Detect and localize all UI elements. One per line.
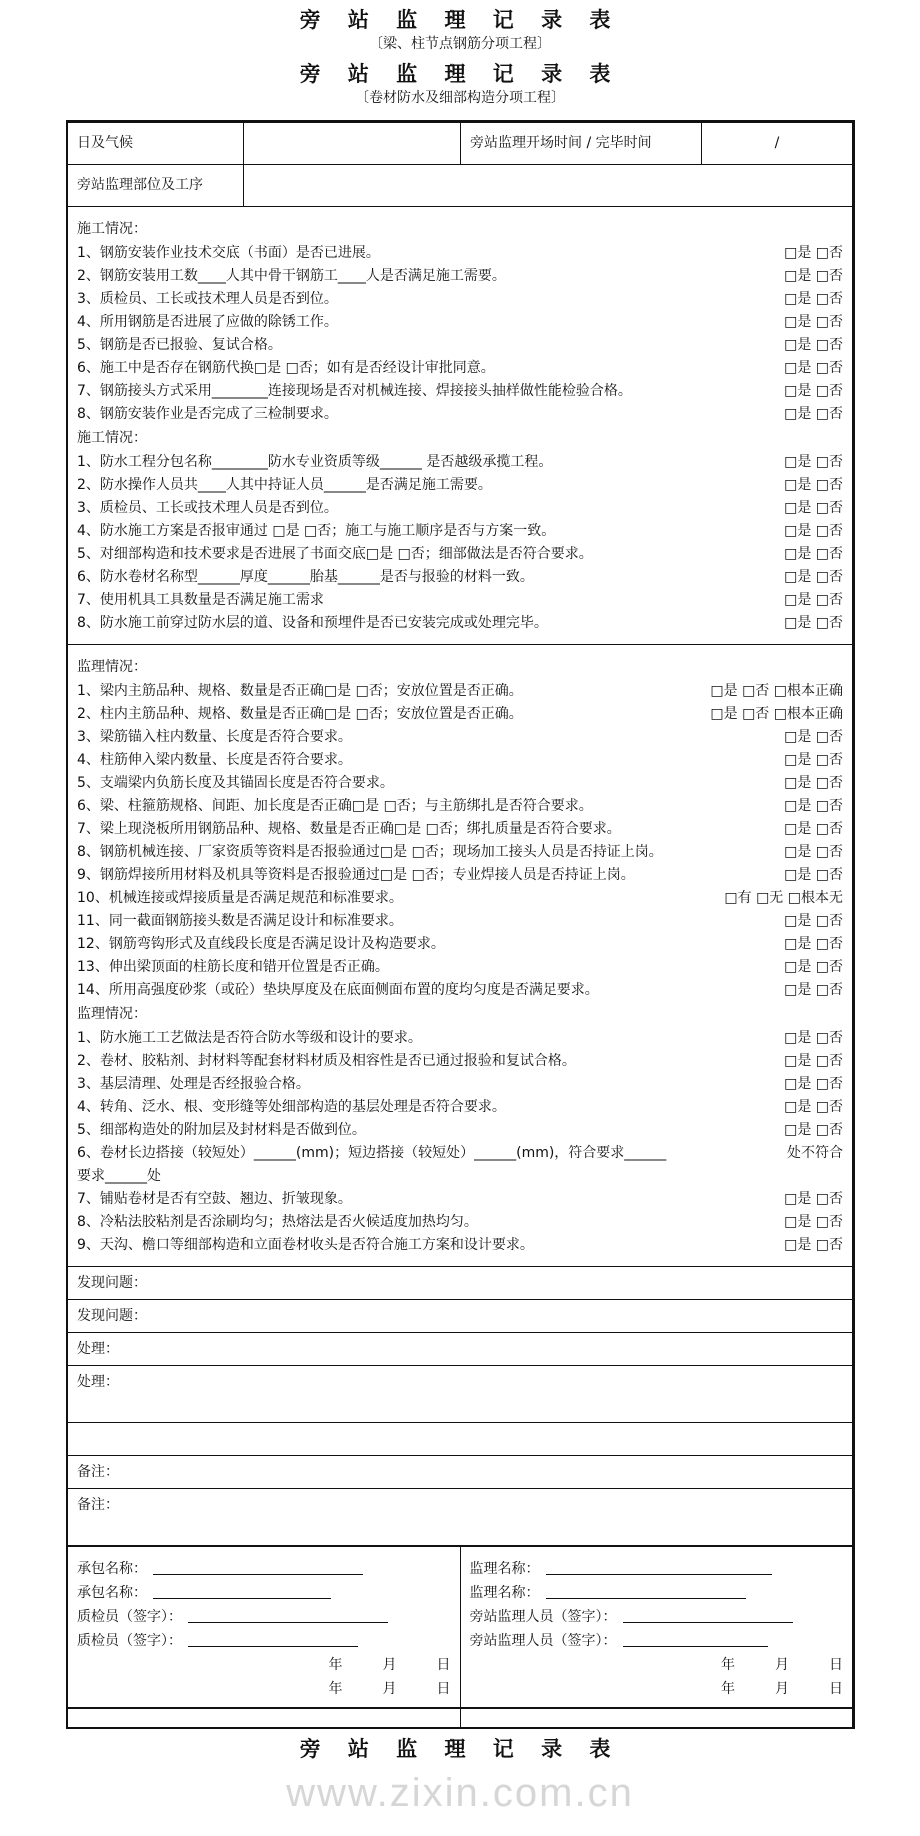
checkbox-options[interactable]: □是 □否 (784, 383, 843, 399)
date-day-b: 日 (829, 1657, 843, 1673)
checkbox-options[interactable]: 处不符合 (787, 1145, 843, 1161)
item-text: 13、伸出梁顶面的柱筋长度和错开位置是否正确。 (77, 959, 389, 975)
item-text: 3、梁筋锚入柱内数量、长度是否符合要求。 (77, 729, 352, 745)
date-weather-field[interactable] (243, 123, 460, 164)
item-text: 5、钢筋是否已报验、复试合格。 (77, 337, 282, 353)
construction-b-item (77, 498, 843, 518)
supervision-a-item (77, 773, 843, 793)
checkbox-options[interactable]: □是 □否 (784, 569, 843, 585)
inspector-label: 质检员（签字）： (77, 1609, 182, 1625)
construction-section (68, 207, 852, 645)
checkbox-options[interactable]: □是 □否 (784, 1053, 843, 1069)
supervision-a-item (77, 934, 843, 954)
item-text: 2、钢筋安装用工数____人其中骨干钢筋工____人是否满足施工需要。 (77, 268, 506, 284)
item-text: 8、钢筋安装作业是否完成了三检制要求。 (77, 406, 338, 422)
checkbox-options[interactable]: □是 □否 (784, 1237, 843, 1253)
checkbox-options[interactable]: □是 □否 (784, 268, 843, 284)
supervision-a-item (77, 888, 843, 908)
supervision-b-item (77, 1074, 843, 1094)
checkbox-options[interactable]: □是 □否 (784, 1214, 843, 1230)
checkbox-options[interactable]: □是 □否 □根本正确 (710, 706, 843, 722)
item-text: 6、施工中是否存在钢筋代换□是 □否；如有是否经设计审批同意。 (77, 360, 495, 376)
supervision-a-item (77, 704, 843, 724)
watermark: www.zixin.com.cn (286, 1771, 634, 1815)
supervision-a-item (77, 911, 843, 931)
date-day-a2: 日 (436, 1681, 451, 1697)
item-text: 7、钢筋接头方式采用________连接现场是否对机械连接、焊接接头抽样做性能检验合格。 (77, 383, 632, 399)
supervision-a-item (77, 681, 843, 701)
item-text: 9、钢筋焊接所用材料及机具等资料是否报验通过□是 □否；专业焊接人员是否持证上岗。 (77, 867, 635, 883)
page-title: 旁 站 监 理 记 录 表 (299, 7, 621, 32)
supervision-a-item (77, 842, 843, 862)
supervision-heading-b: 监理情况： (77, 1006, 147, 1022)
date-weather-label: 日及气候 (77, 135, 133, 151)
checkbox-options[interactable]: □有 □无 □根本无 (724, 890, 843, 906)
date-year-b2: 年 (721, 1681, 735, 1697)
item-text: 11、同一截面钢筋接头数是否满足设计和标准要求。 (77, 913, 403, 929)
supervisor-person-label-overlay: 旁站监理人员（签字）： (469, 1633, 617, 1649)
contractor-label: 承包名称： (77, 1561, 147, 1577)
supervision-b-item (77, 1097, 843, 1117)
supervisor-person-field-overlay[interactable] (623, 1646, 768, 1647)
checkbox-options[interactable]: □是 □否 (784, 615, 843, 631)
item-text: 要求______处 (77, 1168, 161, 1184)
supervisor-person-field[interactable] (623, 1622, 793, 1623)
checkbox-options[interactable]: □是 □否 (784, 406, 843, 422)
item-text: 12、钢筋弯钩形式及直线段长度是否满足设计及构造要求。 (77, 936, 445, 952)
construction-b-list (77, 452, 843, 633)
construction-heading-overlay: 施工情况： (77, 430, 147, 446)
supervision-a-list (77, 681, 843, 1000)
construction-heading: 施工情况： (77, 221, 147, 237)
construction-a-item (77, 289, 843, 309)
construction-b-item (77, 521, 843, 541)
item-text: 8、防水施工前穿过防水层的道、设备和预埋件是否已安装完成或处理完毕。 (77, 615, 548, 631)
checkbox-options[interactable]: □是 □否 (784, 546, 843, 562)
item-text: 3、质检员、工长或技术理人员是否到位。 (77, 500, 338, 516)
contractor-label-overlay: 承包名称： (77, 1585, 147, 1601)
item-text: 10、机械连接或焊接质量是否满足规范和标准要求。 (77, 890, 403, 906)
date-year-b: 年 (721, 1657, 735, 1673)
supervision-a-item (77, 980, 843, 1000)
construction-b-item (77, 544, 843, 564)
checkbox-options[interactable]: □是 □否 (784, 454, 843, 470)
construction-b-item (77, 590, 843, 610)
checkbox-options[interactable]: □是 □否 (784, 500, 843, 516)
supervision-b-item (77, 1235, 843, 1255)
supervisor-label-overlay: 监理名称： (469, 1585, 540, 1601)
item-text: 5、支端梁内负筋长度及其锚固长度是否符合要求。 (77, 775, 394, 791)
checkbox-options[interactable]: □是 □否 (784, 982, 843, 998)
supervision-a-item (77, 750, 843, 770)
remarks-label-a: 备注： (77, 1497, 119, 1513)
checkbox-options[interactable]: □是 □否 (784, 1099, 843, 1115)
checkbox-options[interactable]: □是 □否 (784, 844, 843, 860)
checkbox-options[interactable]: □是 □否 (784, 245, 843, 261)
item-text: 7、梁上现浇板所用钢筋品种、规格、数量是否正确□是 □否；绑扎质量是否符合要求。 (77, 821, 621, 837)
date-month-a: 月 (382, 1657, 397, 1673)
checkbox-options[interactable]: □是 □否 (784, 360, 843, 376)
checkbox-options[interactable]: □是 □否 (784, 821, 843, 837)
checkbox-options[interactable]: □是 □否 (784, 523, 843, 539)
checkbox-options[interactable]: □是 □否 (784, 959, 843, 975)
checkbox-options[interactable]: □是 □否 (784, 798, 843, 814)
date-day-a: 日 (436, 1657, 451, 1673)
construction-b-item (77, 613, 843, 633)
supervision-heading-a: 监理情况： (77, 659, 147, 675)
position-field[interactable] (243, 165, 852, 206)
date-month-b: 月 (775, 1657, 789, 1673)
item-text: 6、防水卷材名称型______厚度______胎基______是否与报验的材料一致。 (77, 569, 534, 585)
checkbox-options[interactable]: □是 □否 (784, 477, 843, 493)
construction-a-item (77, 381, 843, 401)
checkbox-options[interactable]: □是 □否 □根本正确 (710, 683, 843, 699)
checkbox-options[interactable]: □是 □否 (784, 291, 843, 307)
page-title-overlay: 旁 站 监 理 记 录 表 (299, 61, 621, 86)
checkbox-options[interactable]: □是 □否 (784, 314, 843, 330)
item-text: 8、钢筋机械连接、厂家资质等资料是否报验通过□是 □否；现场加工接头人员是否持证上岗。 (77, 844, 663, 860)
supervision-b-list (77, 1028, 843, 1255)
item-text: 1、防水施工工艺做法是否符合防水等级和设计的要求。 (77, 1030, 422, 1046)
item-text: 2、柱内主筋品种、规格、数量是否正确□是 □否；安放位置是否正确。 (77, 706, 523, 722)
supervision-a-item (77, 865, 843, 885)
item-text: 3、质检员、工长或技术理人员是否到位。 (77, 291, 338, 307)
checkbox-options[interactable]: □是 □否 (784, 1122, 843, 1138)
item-text: 5、对细部构造和技术要求是否进展了书面交底□是 □否；细部做法是否符合要求。 (77, 546, 593, 562)
page-subtitle-b: 〔卷材防水及细部构造分项工程〕 (355, 90, 565, 106)
checkbox-options[interactable]: □是 □否 (784, 592, 843, 608)
checkbox-options[interactable]: □是 □否 (784, 752, 843, 768)
construction-a-item (77, 266, 843, 286)
supervision-b-item (77, 1212, 843, 1232)
problems-label-b: 发现问题： (68, 1267, 852, 1300)
supervision-b-item (77, 1028, 843, 1048)
construction-a-item (77, 335, 843, 355)
remarks-label-b: 备注： (68, 1456, 852, 1489)
blank-row (68, 1423, 852, 1456)
item-text: 1、防水工程分包名称________防水专业资质等级______ 是否越级承揽工程。 (77, 454, 553, 470)
item-text: 6、梁、柱箍筋规格、间距、加长度是否正确□是 □否；与主筋绑扎是否符合要求。 (77, 798, 593, 814)
supervision-b-item (77, 1051, 843, 1071)
footer-title: 旁 站 监 理 记 录 表 (299, 1736, 621, 1761)
item-text: 8、冷粘法胶粘剂是否涂刷均匀；热熔法是否火候适度加热均匀。 (77, 1214, 478, 1230)
time-label: 旁站监理开场时间 / 完毕时间 (460, 123, 701, 164)
item-text: 3、基层清理、处理是否经报验合格。 (77, 1076, 310, 1092)
supervision-b-item (77, 1120, 843, 1140)
construction-b-item (77, 567, 843, 587)
bottom-empty-row (68, 1709, 852, 1727)
item-text: 5、细部构造处的附加层及封材料是否做到位。 (77, 1122, 366, 1138)
handling-label-b: 处理： (68, 1333, 852, 1366)
supervision-b-item (77, 1166, 843, 1186)
item-text: 7、使用机具工具数量是否满足施工需求 (77, 592, 324, 608)
record-table (66, 120, 855, 1729)
construction-b-item (77, 452, 843, 472)
item-text: 2、防水操作人员共____人其中持证人员______是否满足施工需要。 (77, 477, 492, 493)
supervision-b-item (77, 1143, 843, 1163)
date-month-a2: 月 (382, 1681, 397, 1697)
item-text: 14、所用高强度砂浆（或砼）垫块厚度及在底面侧面布置的度均匀度是否满足要求。 (77, 982, 599, 998)
construction-a-item (77, 312, 843, 332)
supervision-a-item (77, 727, 843, 747)
contractor-signature (68, 1547, 460, 1707)
date-day-b2: 日 (829, 1681, 843, 1697)
supervision-a-item (77, 819, 843, 839)
time-field[interactable]: / (701, 123, 852, 164)
supervisor-field[interactable] (546, 1574, 772, 1575)
checkbox-options[interactable]: □是 □否 (784, 1191, 843, 1207)
checkbox-options[interactable]: □是 □否 (784, 936, 843, 952)
supervision-section (68, 645, 852, 1267)
construction-b-item (77, 475, 843, 495)
signature-area (68, 1545, 852, 1709)
page-subtitle-a: 〔梁、柱节点钢筋分项工程〕 (369, 36, 551, 52)
item-text: 4、柱筋伸入梁内数量、长度是否符合要求。 (77, 752, 352, 768)
supervisor-person-label: 旁站监理人员（签字）： (469, 1609, 617, 1625)
handling-label-a: 处理： (68, 1366, 852, 1423)
date-year-a2: 年 (328, 1681, 343, 1697)
construction-a-item (77, 404, 843, 424)
position-label: 旁站监理部位及工序 (77, 177, 203, 193)
supervisor-label: 监理名称： (469, 1561, 540, 1577)
inspector-label-overlay: 质检员（签字）： (77, 1633, 182, 1649)
checkbox-options[interactable]: □是 □否 (784, 1030, 843, 1046)
item-text: 6、卷材长边搭接（较短处）______(mm)；短边搭接（较短处）______(mm)，符合要求______ (77, 1145, 667, 1161)
contractor-field[interactable] (153, 1574, 363, 1575)
checkbox-options[interactable]: □是 □否 (784, 729, 843, 745)
item-text: 9、天沟、檐口等细部构造和立面卷材收头是否符合施工方案和设计要求。 (77, 1237, 534, 1253)
item-text: 2、卷材、胶粘剂、封材料等配套材料材质及相容性是否已通过报验和复试合格。 (77, 1053, 576, 1069)
problems-label-a: 发现问题： (68, 1300, 852, 1333)
construction-a-list (77, 243, 843, 424)
construction-a-item (77, 243, 843, 263)
supervision-a-item (77, 796, 843, 816)
date-year-a: 年 (328, 1657, 343, 1673)
item-text: 4、防水施工方案是否报审通过 □是 □否；施工与施工顺序是否与方案一致。 (77, 523, 556, 539)
inspector-field-overlay[interactable] (188, 1646, 358, 1647)
supervisor-signature (460, 1547, 853, 1707)
date-month-b2: 月 (775, 1681, 789, 1697)
item-text: 1、梁内主筋品种、规格、数量是否正确□是 □否；安放位置是否正确。 (77, 683, 523, 699)
checkbox-options[interactable]: □是 □否 (784, 913, 843, 929)
item-text: 1、钢筋安装作业技术交底（书面）是否已进展。 (77, 245, 380, 261)
checkbox-options[interactable]: □是 □否 (784, 1076, 843, 1092)
checkbox-options[interactable]: □是 □否 (784, 775, 843, 791)
supervision-a-item (77, 957, 843, 977)
item-text: 4、转角、泛水、根、变形缝等处细部构造的基层处理是否符合要求。 (77, 1099, 506, 1115)
inspector-field[interactable] (188, 1622, 388, 1623)
construction-a-item (77, 358, 843, 378)
checkbox-options[interactable]: □是 □否 (784, 337, 843, 353)
item-text: 7、铺贴卷材是否有空鼓、翘边、折皱现象。 (77, 1191, 352, 1207)
supervisor-field-overlay[interactable] (546, 1598, 746, 1599)
item-text: 4、所用钢筋是否进展了应做的除锈工作。 (77, 314, 338, 330)
contractor-field-overlay[interactable] (153, 1598, 331, 1599)
supervision-b-item (77, 1189, 843, 1209)
checkbox-options[interactable]: □是 □否 (784, 867, 843, 883)
